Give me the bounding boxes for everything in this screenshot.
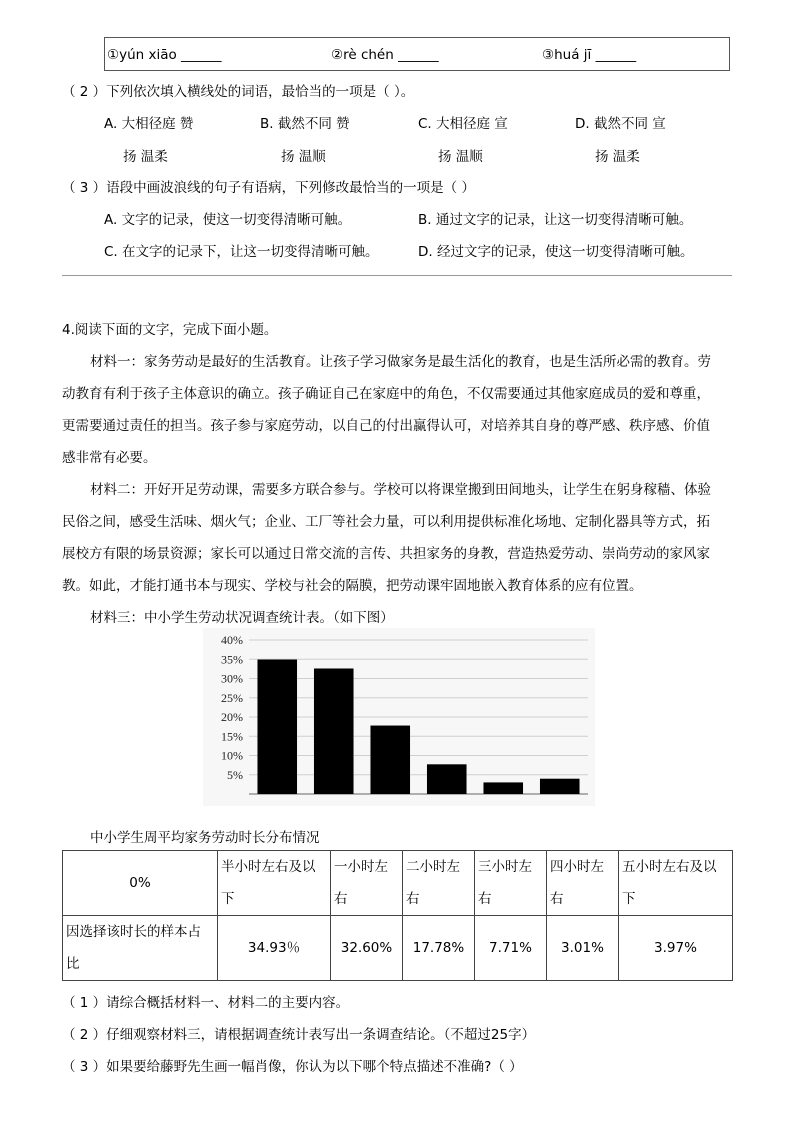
chart-bar: [427, 764, 467, 794]
bar-chart-svg: [203, 628, 595, 806]
pinyin-item-3: ③huá jī ______: [542, 47, 637, 63]
q3-option-b[interactable]: B. 通过文字的记录，让这一切变得清晰可触。: [418, 212, 693, 228]
bar-chart: [203, 628, 595, 806]
q3-option-d[interactable]: D. 经过文字的记录，使这一切变得清晰可触。: [418, 244, 694, 260]
row-label-cell: 因选择该时长的样本占 比: [63, 916, 218, 981]
subquestion-3: （ 3 ）如果要给藤野先生画一幅肖像，你认为以下哪个特点描述不准确?（ ）: [62, 1059, 523, 1075]
value-cell: 3.01%: [547, 916, 619, 981]
header-cell: 五小时左右及以 下: [619, 851, 733, 916]
y-tick-label: 25%: [221, 690, 243, 705]
pinyin-item-1: ①yún xiāo ______: [107, 47, 222, 63]
section-divider: [62, 275, 732, 276]
table-title: 中小学生周平均家务劳动时长分布情况: [90, 830, 320, 846]
header-cell: 三小时左 右: [475, 851, 547, 916]
value-cell: 17.78%: [403, 916, 475, 981]
q2-option-b[interactable]: B. 截然不同 赞: [260, 116, 350, 132]
y-tick-label: 5%: [227, 767, 243, 782]
y-tick-label: 40%: [221, 633, 243, 647]
header-cell: 二小时左 右: [403, 851, 475, 916]
table-header-row: [63, 851, 733, 916]
material-2-line-2: 民俗之间，感受生活味、烟火气；企业、工厂等社会力量，可以利用提供标准化场地、定制化器具等方式，拓: [62, 514, 710, 530]
subquestion-2: （ 2 ）仔细观察材料三，请根据调查统计表写出一条调查结论。（不超过25字）: [62, 1027, 536, 1043]
material-2-line-3: 展校方有限的场景资源；家长可以通过日常交流的言传、共担家务的身教，营造热爱劳动、崇尚劳动的家风家: [62, 546, 710, 562]
q3-option-a[interactable]: A. 文字的记录，使这一切变得清晰可触。: [104, 212, 352, 228]
y-tick-label: 30%: [221, 671, 243, 686]
survey-table: [62, 850, 733, 981]
material-1-line-2: 动教育有利于孩子主体意识的确立。孩子确证自己在家庭中的角色，不仅需要通过其他家庭成员的爱和尊重，: [62, 386, 710, 402]
header-cell: 四小时左 右: [547, 851, 619, 916]
q3-stem: （ 3 ）语段中画波浪线的句子有语病，下列修改最恰当的一项是（ ）: [62, 180, 475, 196]
pinyin-item-2: ②rè chén ______: [331, 47, 439, 63]
value-cell: 3.97%: [619, 916, 733, 981]
material-1-line-1: 材料一：家务劳动是最好的生活教育。让孩子学习做家务是最生活化的教育，也是生活所必需的教育。劳: [90, 354, 711, 370]
material-2-line-1: 材料二：开好开足劳动课，需要多方联合参与。学校可以将课堂搬到田间地头，让学生在躬身稼穑、体验: [90, 482, 711, 498]
material-2-line-4: 教。如此，才能打通书本与现实、学校与社会的隔膜，把劳动课牢固地嵌入教育体系的应有位置。: [62, 578, 643, 594]
q2-option-b-cont: 扬 温顺: [281, 149, 326, 165]
chart-bar: [483, 782, 523, 794]
y-tick-label: 35%: [221, 652, 243, 667]
q3-option-c[interactable]: C. 在文字的记录下，让这一切变得清晰可触。: [104, 244, 379, 260]
q2-option-c[interactable]: C. 大相径庭 宣: [418, 116, 508, 132]
y-tick-label: 20%: [221, 710, 243, 724]
value-cell: 7.71%: [475, 916, 547, 981]
q2-option-d[interactable]: D. 截然不同 宣: [575, 116, 666, 132]
q4-title: 4.阅读下面的文字，完成下面小题。: [62, 322, 278, 338]
chart-bar: [314, 668, 354, 794]
q2-option-d-cont: 扬 温柔: [595, 149, 640, 165]
header-cell: 一小时左 右: [331, 851, 403, 916]
q2-option-a-cont: 扬 温柔: [123, 149, 168, 165]
value-cell: 34.93％: [218, 916, 331, 981]
q2-stem: （ 2 ）下列依次填入横线处的词语，最恰当的一项是（ ）。: [62, 84, 415, 100]
y-tick-label: 15%: [221, 729, 243, 744]
value-cell: 32.60%: [331, 916, 403, 981]
header-cell: 半小时左右及以 下: [218, 851, 331, 916]
material-1-line-3: 更需要通过责任的担当。孩子参与家庭劳动，以自己的付出赢得认可，对培养其自身的尊严感、秩序感、价值: [62, 418, 710, 434]
q2-option-c-cont: 扬 温顺: [438, 149, 483, 165]
q2-option-a[interactable]: A. 大相径庭 赞: [104, 116, 194, 132]
chart-bar: [540, 779, 580, 794]
material-1-line-4: 感非常有必要。: [62, 450, 157, 466]
table-row: [63, 916, 733, 981]
table-corner-cell: 0%: [63, 851, 218, 916]
subquestion-1: （ 1 ）请综合概括材料一、材料二的主要内容。: [62, 995, 350, 1011]
chart-bar: [370, 726, 410, 794]
y-tick-label: 10%: [221, 748, 243, 763]
material-3-caption: 材料三：中小学生劳动状况调查统计表。（如下图）: [90, 610, 394, 626]
chart-bar: [257, 660, 297, 794]
pinyin-box: [104, 37, 730, 71]
